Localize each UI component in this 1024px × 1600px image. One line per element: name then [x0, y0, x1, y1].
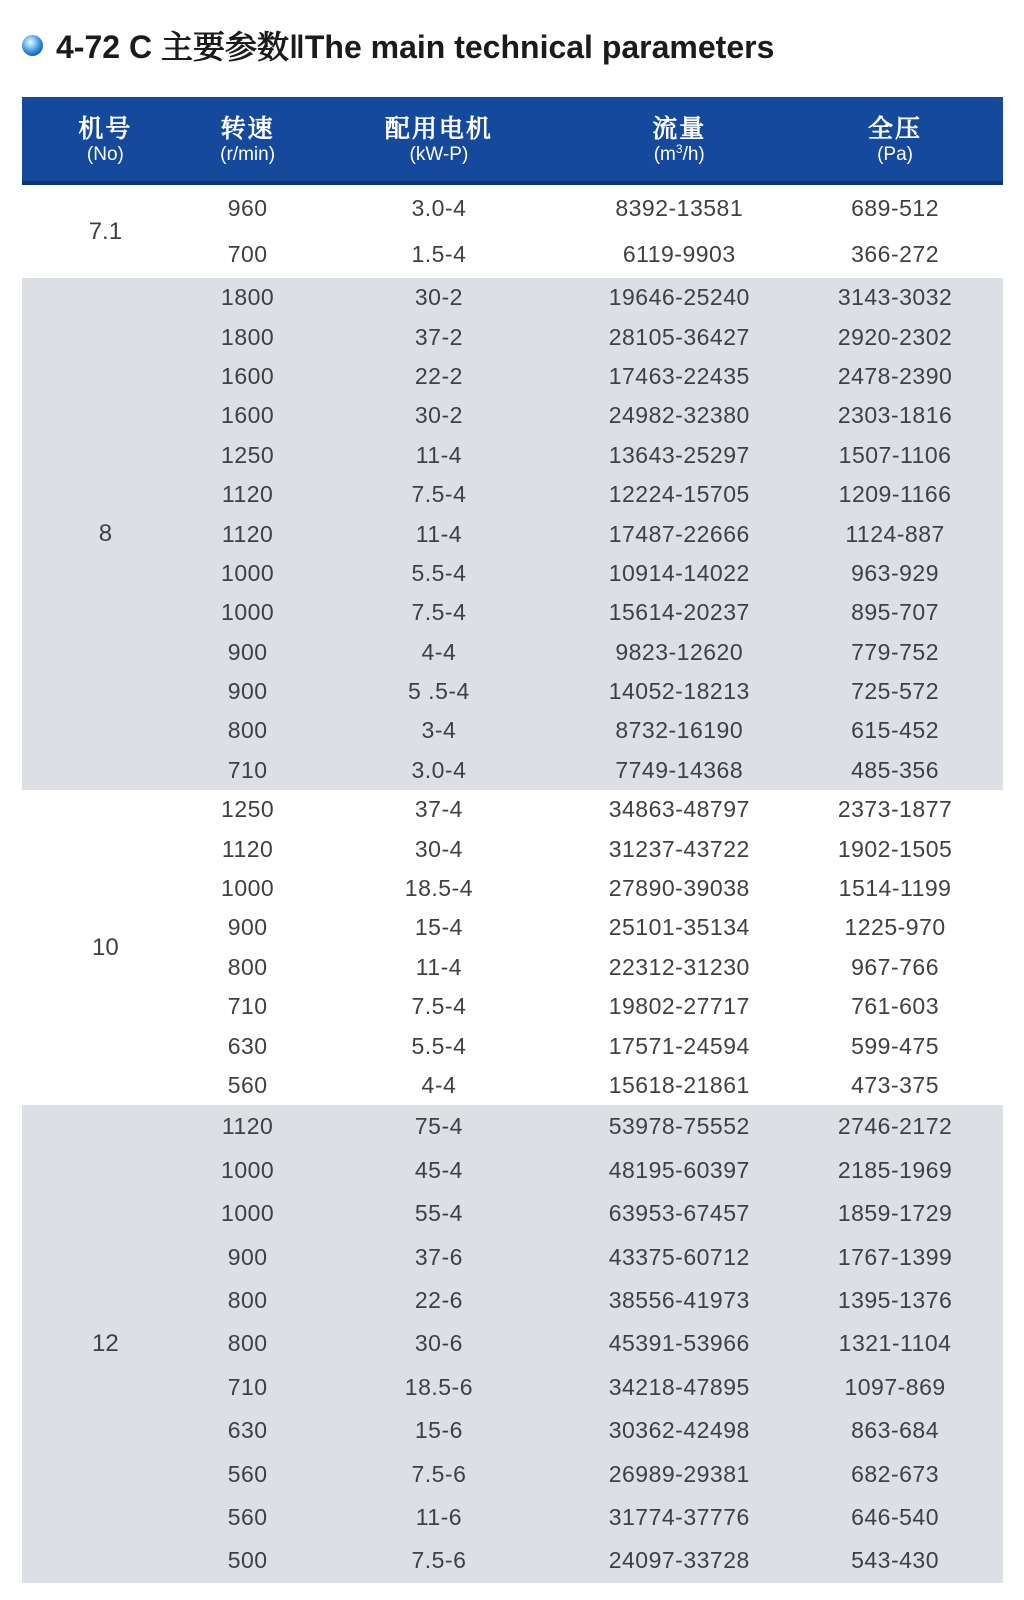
table-row	[22, 1066, 1003, 1105]
cell-speed: 900	[227, 638, 268, 665]
cell-speed: 1000	[221, 1156, 275, 1183]
cell-pressure: 2920-2302	[837, 323, 953, 350]
cell-pressure: 599-475	[851, 1032, 940, 1059]
cell-speed: 1000	[221, 1200, 275, 1227]
cell-motor: 11-4	[415, 441, 463, 468]
cell-pressure: 473-375	[851, 1072, 940, 1098]
cell-motor: 3.0-4	[411, 194, 467, 221]
header-cell-motor	[306, 97, 571, 181]
cell-motor: 37-6	[414, 1243, 463, 1270]
cell-pressure: 366-272	[851, 241, 940, 268]
cell-speed: 630	[227, 1417, 268, 1444]
cell-pressure: 543-430	[851, 1547, 940, 1574]
cell-motor: 11-6	[415, 1503, 463, 1530]
cell-motor: 45-4	[414, 1156, 463, 1183]
cell-flow: 17571-24594	[608, 1032, 750, 1059]
table-row	[22, 1409, 1003, 1452]
cell-speed: 1000	[221, 559, 275, 586]
cell-flow: 9823-12620	[615, 638, 744, 665]
cell-flow: 30362-42498	[608, 1417, 750, 1444]
table-row	[22, 475, 1003, 514]
cell-speed: 1250	[221, 441, 275, 468]
fan-size-group	[22, 185, 1003, 278]
cell-flow: 7749-14368	[615, 756, 744, 783]
fan-size-group	[22, 278, 1003, 790]
cell-flow: 27890-39038	[608, 875, 750, 902]
cell-motor: 7.5-6	[411, 1460, 467, 1487]
page-title	[22, 22, 774, 68]
table-row	[22, 1539, 1003, 1582]
cell-motor: 11-4	[415, 953, 463, 980]
cell-speed: 900	[227, 1243, 268, 1270]
cell-speed: 1250	[221, 796, 275, 823]
cell-speed: 710	[227, 1373, 268, 1400]
cell-flow: 38556-41973	[608, 1286, 750, 1313]
cell-pressure: 1209-1166	[838, 481, 952, 508]
cell-pressure: 725-572	[851, 678, 940, 705]
cell-motor: 7.5-6	[411, 1547, 467, 1574]
header-unit	[877, 145, 913, 164]
cell-flow: 15614-20237	[608, 599, 750, 626]
fan-size-group	[22, 1105, 1003, 1582]
cell-motor: 3-4	[421, 717, 457, 744]
cell-flow: 34218-47895	[608, 1373, 750, 1400]
cell-speed: 1120	[221, 835, 274, 862]
cell-motor: 11-4	[415, 520, 463, 547]
group-no: 7.1	[88, 217, 123, 245]
cell-pressure: 682-673	[851, 1460, 940, 1487]
header-label-zh: 配用电机	[384, 114, 493, 143]
header-cell-no	[22, 97, 189, 181]
blue-orb-bullet-icon	[22, 35, 43, 56]
cell-flow: 45391-53966	[608, 1330, 750, 1357]
cell-flow: 43375-60712	[608, 1243, 750, 1270]
table-row	[22, 1149, 1003, 1192]
cell-speed: 1800	[221, 284, 275, 311]
cell-speed: 1000	[221, 599, 275, 626]
cell-speed: 800	[227, 953, 268, 980]
cell-motor: 15-6	[414, 1417, 463, 1444]
cell-flow: 8732-16190	[615, 717, 744, 744]
page-title-text: 4-72 C 主要参数‖The main technical parameters	[56, 29, 775, 65]
cell-flow: 12224-15705	[608, 481, 750, 508]
cell-speed: 900	[227, 678, 268, 705]
cell-pressure: 2373-1877	[837, 796, 953, 823]
header-unit-pre: (m	[653, 143, 676, 165]
cell-speed: 710	[227, 993, 268, 1020]
cell-pressure: 689-512	[851, 194, 940, 221]
table-row	[22, 1235, 1003, 1278]
cell-flow: 25101-35134	[608, 914, 750, 941]
cell-motor: 30-4	[414, 835, 463, 862]
cell-pressure: 2478-2390	[837, 362, 953, 389]
cell-speed: 1120	[221, 520, 274, 547]
cell-motor: 30-6	[414, 1330, 463, 1357]
table-row	[22, 633, 1003, 672]
cell-motor: 5.5-4	[411, 559, 467, 586]
cell-pressure: 963-929	[851, 559, 940, 586]
header-unit-text: (r/min)	[220, 143, 276, 165]
header-label-zh: 转速	[220, 114, 275, 143]
cell-pressure: 1507-1106	[838, 441, 952, 468]
cell-pressure: 761-603	[851, 993, 940, 1020]
cell-speed: 960	[227, 194, 268, 221]
header-unit	[410, 145, 469, 164]
cell-pressure: 2185-1969	[837, 1156, 953, 1183]
cell-pressure: 615-452	[851, 717, 940, 744]
cell-flow: 24097-33728	[608, 1547, 750, 1574]
cell-speed: 630	[227, 1032, 268, 1059]
header-unit-superscript: 3	[675, 141, 683, 156]
cell-motor: 3.0-4	[411, 756, 467, 783]
cell-flow: 53978-75552	[608, 1113, 750, 1140]
cell-motor: 18.5-6	[404, 1373, 474, 1400]
cell-pressure: 1321-1104	[838, 1330, 952, 1357]
cell-pressure: 2746-2172	[837, 1113, 953, 1140]
cell-pressure: 895-707	[851, 599, 940, 626]
header-unit	[87, 145, 124, 164]
table-row	[22, 829, 1003, 868]
header-cell-pressure	[787, 97, 1003, 181]
header-label-zh: 流量	[652, 114, 707, 143]
cell-speed: 900	[227, 914, 268, 941]
cell-flow: 22312-31230	[608, 953, 750, 980]
parameters-table	[22, 97, 1003, 1583]
cell-motor: 7.5-4	[411, 599, 467, 626]
cell-flow: 19646-25240	[608, 284, 750, 311]
cell-motor: 55-4	[414, 1200, 463, 1227]
cell-motor: 5 .5-4	[408, 678, 470, 705]
table-header	[22, 97, 1003, 185]
fan-size-group	[22, 790, 1003, 1105]
cell-pressure: 1514-1199	[838, 875, 952, 902]
cell-motor: 4-4	[421, 1072, 457, 1098]
group-no: 10	[92, 933, 119, 961]
cell-speed: 560	[227, 1072, 268, 1098]
table-row	[22, 751, 1003, 790]
cell-motor: 5.5-4	[411, 1032, 467, 1059]
cell-speed: 800	[227, 1330, 268, 1357]
cell-pressure: 1767-1399	[837, 1243, 953, 1270]
table-row	[22, 436, 1003, 475]
cell-pressure: 1097-869	[844, 1373, 946, 1400]
header-unit-post: /h)	[682, 143, 705, 165]
header-unit-text: (kW-P)	[409, 143, 469, 165]
table-row	[22, 987, 1003, 1026]
cell-flow: 48195-60397	[608, 1156, 750, 1183]
cell-speed: 500	[227, 1547, 268, 1574]
cell-flow: 28105-36427	[608, 323, 750, 350]
cell-speed: 1600	[221, 362, 275, 389]
cell-flow: 13643-25297	[608, 441, 750, 468]
cell-pressure: 863-684	[851, 1417, 940, 1444]
table-row	[22, 278, 1003, 317]
cell-flow: 24982-32380	[608, 402, 750, 429]
cell-speed: 1600	[221, 402, 275, 429]
table-row	[22, 1279, 1003, 1322]
cell-pressure: 779-752	[851, 638, 940, 665]
cell-motor: 7.5-4	[411, 481, 467, 508]
cell-flow: 15618-21861	[608, 1072, 750, 1098]
group-no: 8	[98, 520, 113, 548]
cell-flow: 63953-67457	[608, 1200, 750, 1227]
header-unit	[653, 141, 705, 165]
table-row	[22, 1192, 1003, 1235]
table-row	[22, 554, 1003, 593]
cell-speed: 710	[227, 756, 268, 783]
header-unit	[220, 145, 275, 164]
group-no: 12	[92, 1329, 119, 1357]
cell-motor: 15-4	[414, 914, 463, 941]
cell-speed: 1120	[221, 481, 274, 508]
header-cell-flow	[571, 97, 787, 181]
cell-flow: 17463-22435	[608, 362, 750, 389]
cell-pressure: 2303-1816	[837, 402, 953, 429]
cell-motor: 1.5-4	[411, 241, 467, 268]
cell-motor: 4-4	[421, 638, 457, 665]
cell-flow: 10914-14022	[608, 559, 750, 586]
header-label-zh: 全压	[868, 114, 923, 143]
cell-pressure: 1124-887	[845, 520, 945, 547]
cell-pressure: 967-766	[851, 953, 940, 980]
cell-flow: 8392-13581	[615, 194, 744, 221]
cell-flow: 6119-9903	[622, 241, 736, 268]
cell-pressure: 1225-970	[844, 914, 946, 941]
table-row	[22, 672, 1003, 711]
table-row	[22, 1496, 1003, 1539]
cell-speed: 800	[227, 717, 268, 744]
cell-pressure: 1395-1376	[837, 1286, 953, 1313]
cell-motor: 18.5-4	[404, 875, 474, 902]
table-row	[22, 869, 1003, 908]
cell-motor: 37-4	[414, 796, 463, 823]
table-row	[22, 711, 1003, 750]
cell-motor: 30-2	[414, 402, 463, 429]
table-row	[22, 1026, 1003, 1065]
cell-speed: 800	[227, 1286, 268, 1313]
cell-pressure: 3143-3032	[837, 284, 953, 311]
cell-motor: 75-4	[414, 1113, 463, 1140]
table-row	[22, 317, 1003, 356]
cell-pressure: 485-356	[851, 756, 940, 783]
table-row	[22, 1452, 1003, 1495]
cell-flow: 19802-27717	[608, 993, 750, 1020]
cell-speed: 1000	[221, 875, 275, 902]
cell-motor: 22-6	[414, 1286, 463, 1313]
cell-flow: 17487-22666	[608, 520, 750, 547]
cell-motor: 22-2	[414, 362, 463, 389]
cell-flow: 34863-48797	[608, 796, 750, 823]
table-row	[22, 1366, 1003, 1409]
cell-speed: 1800	[221, 323, 275, 350]
header-label-zh: 机号	[78, 114, 133, 143]
cell-speed: 1120	[221, 1113, 274, 1140]
cell-speed: 700	[227, 241, 268, 268]
header-unit-text: (Pa)	[877, 143, 914, 165]
header-unit-text: (No)	[86, 143, 124, 165]
cell-flow: 31237-43722	[608, 835, 750, 862]
cell-pressure: 646-540	[851, 1503, 940, 1530]
table-row	[22, 357, 1003, 396]
table-row	[22, 1105, 1003, 1148]
cell-motor: 30-2	[414, 284, 463, 311]
cell-flow: 26989-29381	[608, 1460, 750, 1487]
cell-pressure: 1859-1729	[837, 1200, 953, 1227]
table-row	[22, 396, 1003, 435]
cell-motor: 37-2	[414, 323, 463, 350]
table-body	[22, 185, 1003, 1583]
header-cell-speed	[189, 97, 307, 181]
table-row	[22, 593, 1003, 632]
cell-motor: 7.5-4	[411, 993, 467, 1020]
cell-speed: 560	[227, 1460, 268, 1487]
cell-pressure: 1902-1505	[837, 835, 953, 862]
cell-flow: 14052-18213	[608, 678, 750, 705]
cell-flow: 31774-37776	[608, 1503, 750, 1530]
cell-speed: 560	[227, 1503, 268, 1530]
table-row	[22, 790, 1003, 829]
